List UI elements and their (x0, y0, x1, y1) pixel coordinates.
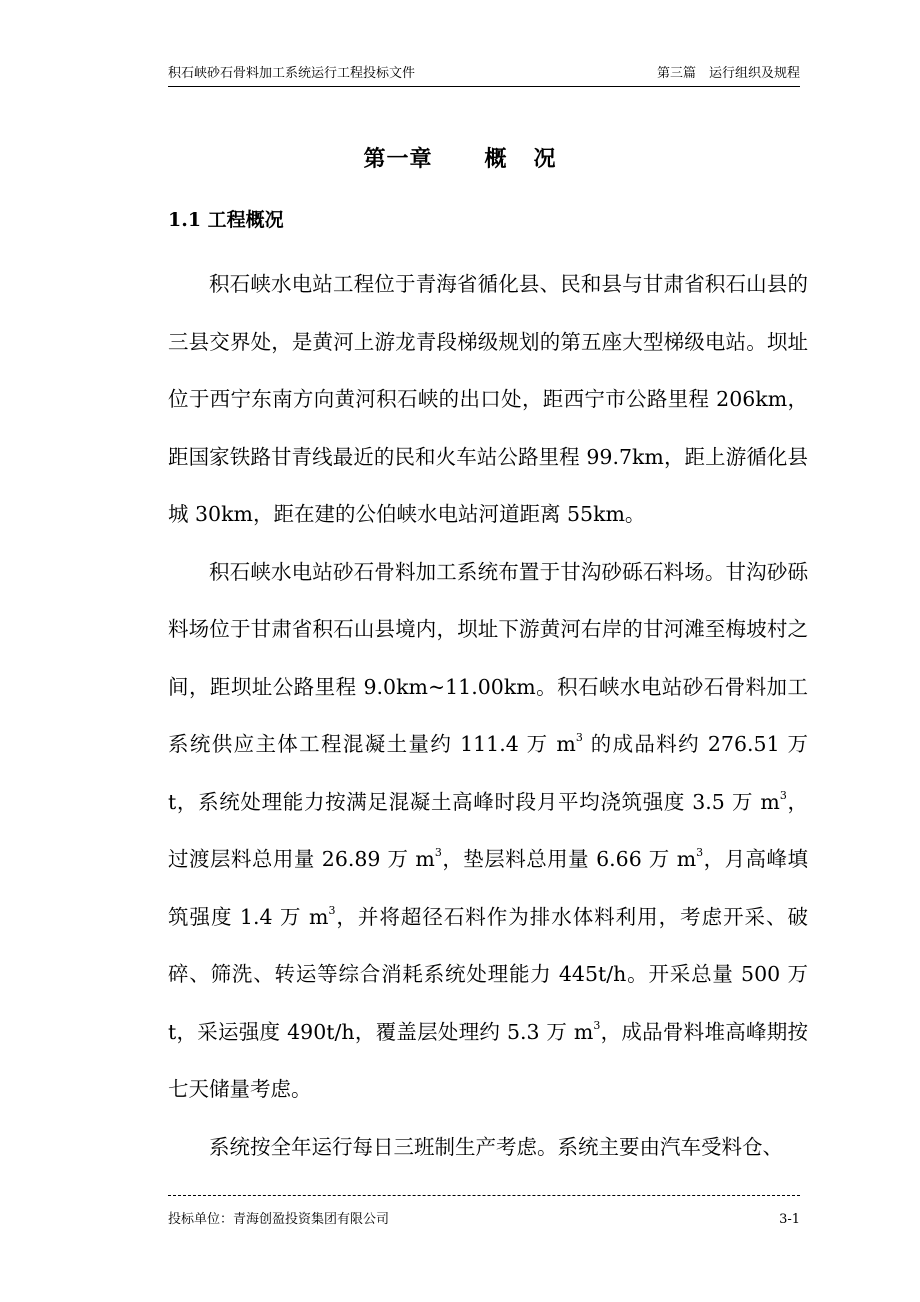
header-document-title: 积石峡砂石骨料加工系统运行工程投标文件 (168, 66, 416, 81)
paragraph-2-text-c: ，过渡层料总用量 26.89 万 m (168, 789, 809, 871)
superscript-3: 3 (696, 846, 704, 860)
paragraph-2-text-d: ，垫层料总用量 6.66 万 m (441, 847, 697, 871)
paragraph-2-text-f: ，并将超径石料作为排水体料利用，考虑开采、破碎、筛洗、转运等综合消耗系统处理能力 445t/h。开采总量 500 万 t，采运强度 490t/h，覆盖层处理约 5.3 万 m (168, 904, 809, 1044)
paragraph-2 (168, 544, 808, 1119)
chapter-title-part2: 况 (533, 146, 557, 172)
paragraph-2-text-a: 积石峡水电站砂石骨料加工系统布置于甘沟砂砾石料场。甘沟砂砾料场位于甘肃省积石山县境内，坝址下游黄河右岸的甘河滩至梅坡村之间，距坝址公路里程 9.0km~11.00km。积石峡水电站砂石骨料加工系统供应主体工程混凝土量约 111.4 万 m (168, 559, 808, 756)
paragraph-2-text-e: ，月高峰填筑强度 1.4 万 m (168, 847, 808, 929)
running-header (168, 66, 800, 87)
superscript-3: 3 (434, 846, 442, 860)
paragraph-2-text-b: 的成品料约 276.51 万 t，系统处理能力按满足混凝土高峰时段月平均浇筑强度 3.5 万 m (168, 732, 808, 814)
paragraph-1: 积石峡水电站工程位于青海省循化县、民和县与甘肃省积石山县的三县交界处，是黄河上游龙青段梯级规划的第五座大型梯级电站。坝址位于西宁东南方向黄河积石峡的出口处，距西宁市公路里程 206km，距国家铁路甘青线最近的民和火车站公路里程 99.7km，距上游循化县城 30km，距在建的公伯峡水电站河道距离 55km。 (168, 272, 808, 526)
chapter-title (0, 145, 920, 173)
paragraph-2-text-g: ，成品骨料堆高峰期按七天储量考虑。 (168, 1019, 809, 1101)
footer-page-number: 3-1 (779, 1212, 800, 1227)
chapter-number: 第一章 (363, 146, 433, 172)
body-text (168, 256, 808, 1176)
chapter-title-part1: 概 (484, 146, 508, 172)
header-part-title: 第三篇 运行组织及规程 (656, 66, 800, 81)
paragraph-3: 系统按全年运行每日三班制生产考虑。系统主要由汽车受料仓、 (209, 1134, 783, 1159)
section-heading: 1.1 工程概况 (168, 209, 284, 231)
footer-bidder: 投标单位：青海创盈投资集团有限公司 (168, 1212, 390, 1227)
page-footer (168, 1195, 800, 1228)
superscript-3: 3 (593, 1018, 601, 1032)
superscript-3: 3 (779, 788, 787, 802)
superscript-3: 3 (575, 731, 583, 745)
superscript-3: 3 (328, 903, 336, 917)
